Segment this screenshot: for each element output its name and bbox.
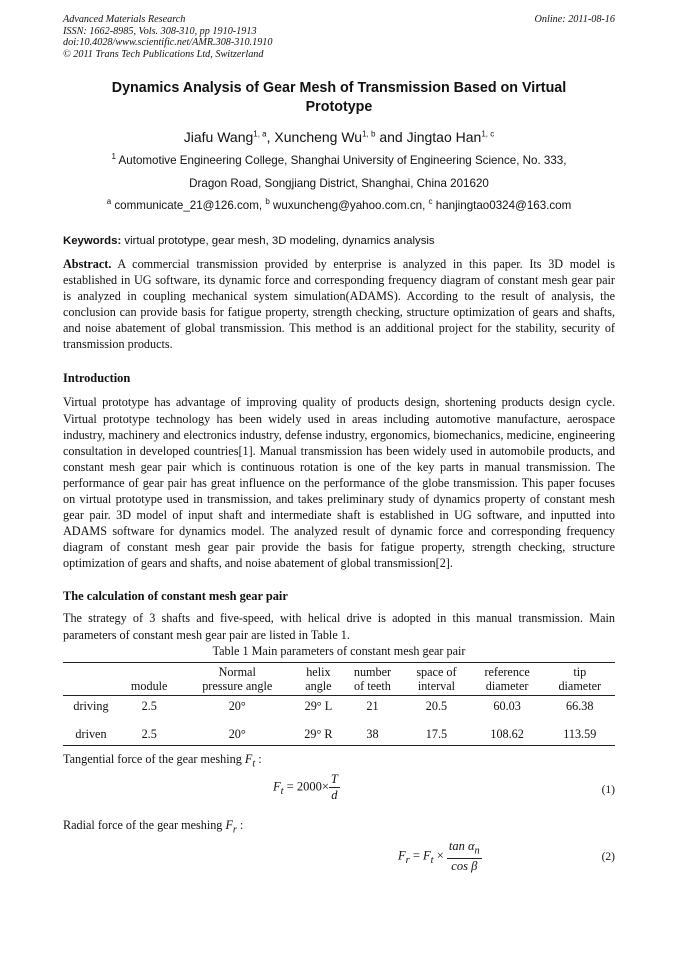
- table-cell: 20.5: [403, 695, 469, 717]
- table-row: [63, 695, 615, 717]
- email-line: $^a$ communicate_21@126.com, $^b$ wuxuncheng@yahoo.com.cn, $^c$ hanjingtao0324@163.com: [106, 197, 572, 213]
- table-cell: driven: [63, 717, 119, 746]
- abstract: [63, 256, 615, 353]
- author-affil-mark: 1, b: [362, 129, 376, 139]
- section-heading-calculation: The calculation of constant mesh gear pair: [63, 589, 288, 604]
- table-cell: 20°: [179, 695, 295, 717]
- author-affil-mark: 1, a: [253, 129, 267, 139]
- equation-1-fraction: $\frac{T}{d}$: [330, 772, 338, 803]
- table-cell: 60.03: [470, 695, 545, 717]
- page: [63, 14, 615, 879]
- paper-title: [63, 79, 615, 116]
- table-header-cell: [63, 662, 119, 695]
- author-name: Jiafu Wang: [183, 129, 254, 146]
- author-affil-mark: 1, c: [481, 129, 495, 139]
- journal-name: Advanced Materials Research: [63, 14, 186, 25]
- affil-mark: 1: [111, 152, 116, 162]
- table-cell: 21: [342, 695, 403, 717]
- equation-2-fraction: $\frac{\tan \alpha_n}{\text{cos β}}$: [448, 838, 480, 874]
- table-header-cell: helix angle: [295, 662, 342, 695]
- table-header-row: [63, 662, 615, 695]
- doi-line[interactable]: doi:10.4028/www.scientific.net/AMR.308-310.1910: [63, 37, 273, 49]
- table-cell: driving: [63, 695, 119, 717]
- table-header-cell: module: [119, 662, 179, 695]
- affiliation-line-1: $^1$ Automotive Engineering College, Shanghai University of Engineering Science, No. 333,: [111, 152, 567, 168]
- affiliation: [63, 150, 615, 218]
- table-cell: 2.5: [119, 717, 179, 746]
- introduction-paragraph: Virtual prototype has advantage of improving quality of products design, shortening products design cycle. Virtual prototype technology has been widely used in areas including automotive manufacture, aerospace industry, machinery and electronics industry, defense industry, ergonomics, biomechanics, medicine, engineering consultation in developed countries[1]. Manual transmission has been widely used in automobile products, and constant mesh gear pair which is continuous rotation is one of the key parts in manual transmission. The performance of gear pair has great influence on the performance of the globe transmission. This paper focuses on virtual prototype used in transmission, and takes preliminary study of dynamics property of constant mesh gear pair. 3D model of input shaft and intermediate shaft is established in UG software, and inputted into ADAMS software for dynamics model. The analyzed result of dynamic force and corresponding frequency diagram of constant mesh gear pair provide the basis for fatigue property, strength checking, structure optimization of gears and shafts, and noise abatement of global transmission[2].: [63, 395, 615, 571]
- equation-2-body: $F_r = F_t$ × $\frac{\tan \alpha_n}{\text{cos β}}$: [398, 838, 480, 874]
- abstract-text: A commercial transmission provided by enterprise is analyzed in this paper. Its 3D model is established in UG software, its dynamic force and corresponding frequency diagram of constant mesh gear pair is analyzed in coupling mechanical system simulation(ADAMS). According to the result of analysis, the conclusion can provide basis for fatigue property, strength checking, structure optimization of gears and shafts, and noise abatement of global transmission. This method is an additional project for the stability, security of transmission products.: [63, 256, 615, 352]
- equation-2-intro: Radial force of the gear meshing $F_r$ :: [63, 818, 244, 836]
- journal-header: [63, 14, 615, 60]
- author-separator: and: [375, 129, 407, 146]
- table-cell: 29° L: [295, 695, 342, 717]
- section-heading-introduction: Introduction: [63, 371, 131, 386]
- author-separator: ,: [266, 129, 275, 146]
- email-b[interactable]: wuxuncheng@yahoo.com.cn,: [269, 199, 429, 213]
- table-cell: 2.5: [119, 695, 179, 717]
- table-row: [63, 717, 615, 746]
- table-cell: 29° R: [295, 717, 342, 746]
- equation-1-number: (1): [601, 784, 615, 797]
- copyright-line: © 2011 Trans Tech Publications Ltd, Switzerland: [63, 48, 264, 60]
- gear-parameters-table: [63, 662, 615, 746]
- table-header-cell: tip diameter: [545, 662, 615, 695]
- affiliation-line-2: Dragon Road, Songjiang District, Shanghai, China 201620: [189, 176, 489, 190]
- author-name: Xuncheng Wu: [274, 129, 363, 146]
- keywords-label: Keywords:: [63, 234, 122, 247]
- equation-2: [63, 839, 615, 879]
- table-caption: Table 1 Main parameters of constant mesh gear pair: [212, 643, 466, 658]
- author-name: Jingtao Han: [406, 129, 482, 146]
- keywords-text: virtual prototype, gear mesh, 3D modeling, dynamics analysis: [121, 234, 435, 247]
- issn-line: ISSN: 1662-8985, Vols. 308-310, pp 1910-1913: [63, 25, 257, 37]
- table-header-cell: reference diameter: [470, 662, 545, 695]
- author-list: [63, 128, 615, 146]
- table-header-cell: Normal pressure angle: [179, 662, 295, 695]
- equation-1-intro: Tangential force of the gear meshing $F_t$ :: [63, 751, 262, 770]
- table-cell: 66.38: [545, 695, 615, 717]
- keywords: [63, 234, 615, 248]
- online-date: Online: 2011-08-16: [534, 14, 615, 25]
- table-cell: 17.5: [403, 717, 469, 746]
- table-cell: 113.59: [545, 717, 615, 746]
- email-c[interactable]: hanjingtao0324@163.com: [432, 199, 572, 213]
- email-a[interactable]: communicate_21@126.com,: [111, 199, 266, 213]
- table-cell: 38: [342, 717, 403, 746]
- calculation-paragraph: The strategy of 3 shafts and five-speed, with helical drive is adopted in this manual transmission. Main parameters of constant mesh gear pair are listed in Table 1.: [63, 611, 615, 642]
- table-header-cell: number of teeth: [342, 662, 403, 695]
- table-header-cell: space of interval: [403, 662, 469, 695]
- equation-1: [63, 772, 615, 812]
- table-cell: 108.62: [470, 717, 545, 746]
- abstract-label: Abstract.: [63, 256, 112, 271]
- equation-1-body: $F_t = 2000\times$ $\frac{T}{d}$: [273, 772, 338, 803]
- title-line-2: Prototype: [305, 98, 373, 115]
- equation-2-number: (2): [601, 850, 615, 863]
- table-cell: 20°: [179, 717, 295, 746]
- title-line-1: Dynamics Analysis of Gear Mesh of Transmission Based on Virtual: [111, 80, 567, 97]
